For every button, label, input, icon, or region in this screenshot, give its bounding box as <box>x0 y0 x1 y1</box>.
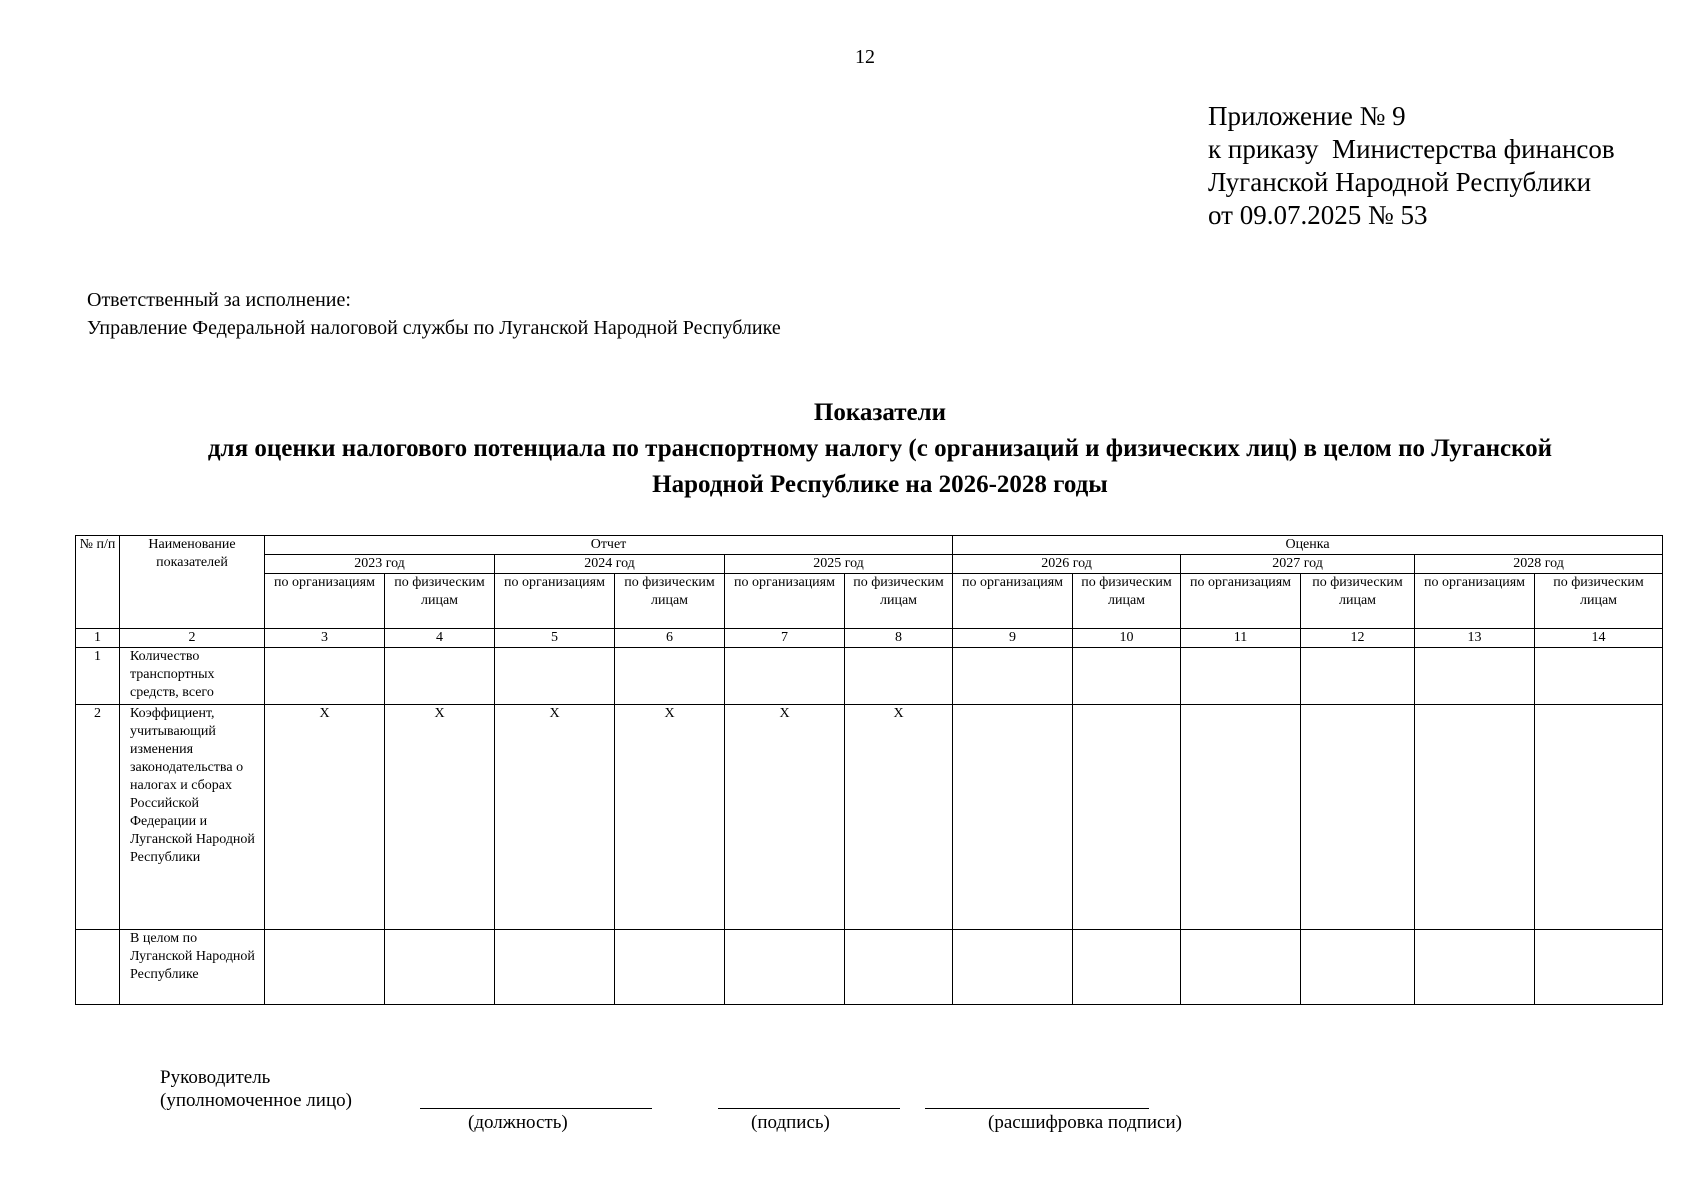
header-sub-ind: по физическим лицам <box>1301 574 1415 629</box>
column-number: 9 <box>953 629 1073 648</box>
header-num: № п/п <box>76 536 120 629</box>
header-year: 2024 год <box>495 555 725 574</box>
header-sub-org: по организациям <box>725 574 845 629</box>
table-row <box>76 930 1663 1005</box>
signature-block <box>160 1066 352 1112</box>
column-number: 11 <box>1181 629 1301 648</box>
page-number: 12 <box>855 46 875 68</box>
column-numbers-row <box>76 629 1663 648</box>
header-sub-ind: по физическим лицам <box>385 574 495 629</box>
row-name: Коэффициент, учитывающий изменения законодательства о налогах и сборах Российской Федерации и Луганской Народной Республики <box>120 705 265 930</box>
appendix-block <box>1208 100 1615 232</box>
header-sub-ind: по физическим лицам <box>1073 574 1181 629</box>
table-cell: Х <box>725 705 845 930</box>
appendix-line-4: от 09.07.2025 № 53 <box>1208 200 1428 230</box>
header-year: 2023 год <box>265 555 495 574</box>
table-cell <box>845 648 953 705</box>
column-number: 14 <box>1535 629 1663 648</box>
document-title <box>100 395 1660 503</box>
responsible-org: Управление Федеральной налоговой службы по Луганской Народной Республике <box>87 317 781 339</box>
column-number: 4 <box>385 629 495 648</box>
table-cell <box>495 648 615 705</box>
table-cell: Х <box>495 705 615 930</box>
header-year: 2028 год <box>1415 555 1663 574</box>
header-year: 2026 год <box>953 555 1181 574</box>
column-number: 7 <box>725 629 845 648</box>
decode-line <box>925 1108 1149 1109</box>
header-year: 2025 год <box>725 555 953 574</box>
column-number: 13 <box>1415 629 1535 648</box>
table-cell <box>265 648 385 705</box>
title-line-3: Народной Республике на 2026-2028 годы <box>652 471 1108 498</box>
column-number: 8 <box>845 629 953 648</box>
table-cell <box>1301 705 1415 930</box>
table-cell <box>845 930 953 1005</box>
signature-title: Руководитель <box>160 1067 271 1088</box>
table-cell <box>615 648 725 705</box>
position-line <box>420 1108 652 1109</box>
table-cell <box>495 930 615 1005</box>
table-cell <box>1073 705 1181 930</box>
position-caption: (должность) <box>468 1112 568 1133</box>
table-cell: Х <box>845 705 953 930</box>
table-cell <box>1415 930 1535 1005</box>
header-sub-org: по организациям <box>953 574 1073 629</box>
row-number <box>76 930 120 1005</box>
table-cell <box>1073 648 1181 705</box>
table-cell <box>1535 705 1663 930</box>
table-row <box>76 705 1663 930</box>
header-sub-ind: по физическим лицам <box>845 574 953 629</box>
header-sub-ind: по физическим лицам <box>1535 574 1663 629</box>
table-cell <box>1415 648 1535 705</box>
table-cell <box>1181 705 1301 930</box>
table-cell: Х <box>265 705 385 930</box>
header-report: Отчет <box>265 536 953 555</box>
table-cell <box>385 648 495 705</box>
row-name: Количество транспортных средств, всего <box>120 648 265 705</box>
column-number: 6 <box>615 629 725 648</box>
sign-line <box>718 1108 900 1109</box>
header-sub-org: по организациям <box>265 574 385 629</box>
table-cell <box>953 648 1073 705</box>
table-cell <box>1535 930 1663 1005</box>
signature-subtitle: (уполномоченное лицо) <box>160 1090 352 1111</box>
row-number: 1 <box>76 648 120 705</box>
table-cell <box>1073 930 1181 1005</box>
table-cell <box>1415 705 1535 930</box>
responsible-block <box>87 286 781 342</box>
table-cell <box>953 705 1073 930</box>
table-cell: Х <box>615 705 725 930</box>
table-cell <box>1301 930 1415 1005</box>
table-row <box>76 648 1663 705</box>
table-cell <box>725 930 845 1005</box>
indicators-table <box>75 535 1663 1005</box>
table-cell <box>615 930 725 1005</box>
table-cell <box>953 930 1073 1005</box>
appendix-line-3: Луганской Народной Республики <box>1208 167 1592 197</box>
decode-caption: (расшифровка подписи) <box>988 1112 1182 1133</box>
column-number: 12 <box>1301 629 1415 648</box>
header-sub-ind: по физическим лицам <box>615 574 725 629</box>
column-number: 5 <box>495 629 615 648</box>
header-sub-org: по организациям <box>1181 574 1301 629</box>
column-number: 2 <box>120 629 265 648</box>
responsible-label: Ответственный за исполнение: <box>87 289 351 311</box>
sign-caption: (подпись) <box>751 1112 830 1133</box>
table-cell <box>1181 648 1301 705</box>
table-cell <box>265 930 385 1005</box>
header-estimate: Оценка <box>953 536 1663 555</box>
column-number: 3 <box>265 629 385 648</box>
row-name: В целом по Луганской Народной Республике <box>120 930 265 1005</box>
table-cell <box>385 930 495 1005</box>
header-name: Наименование показателей <box>120 536 265 629</box>
header-sub-org: по организациям <box>1415 574 1535 629</box>
table-cell <box>1181 930 1301 1005</box>
header-sub-org: по организациям <box>495 574 615 629</box>
header-year: 2027 год <box>1181 555 1415 574</box>
column-number: 1 <box>76 629 120 648</box>
appendix-line-1: Приложение № 9 <box>1208 101 1406 131</box>
table-cell <box>1535 648 1663 705</box>
title-line-2: для оценки налогового потенциала по транспортному налогу (с организаций и физических лиц) в целом по Луганской <box>207 435 1553 462</box>
appendix-line-2: к приказу Министерства финансов <box>1208 134 1615 164</box>
table-cell <box>1301 648 1415 705</box>
row-number: 2 <box>76 705 120 930</box>
column-number: 10 <box>1073 629 1181 648</box>
table-cell: Х <box>385 705 495 930</box>
table-cell <box>725 648 845 705</box>
title-line-1: Показатели <box>813 399 947 426</box>
